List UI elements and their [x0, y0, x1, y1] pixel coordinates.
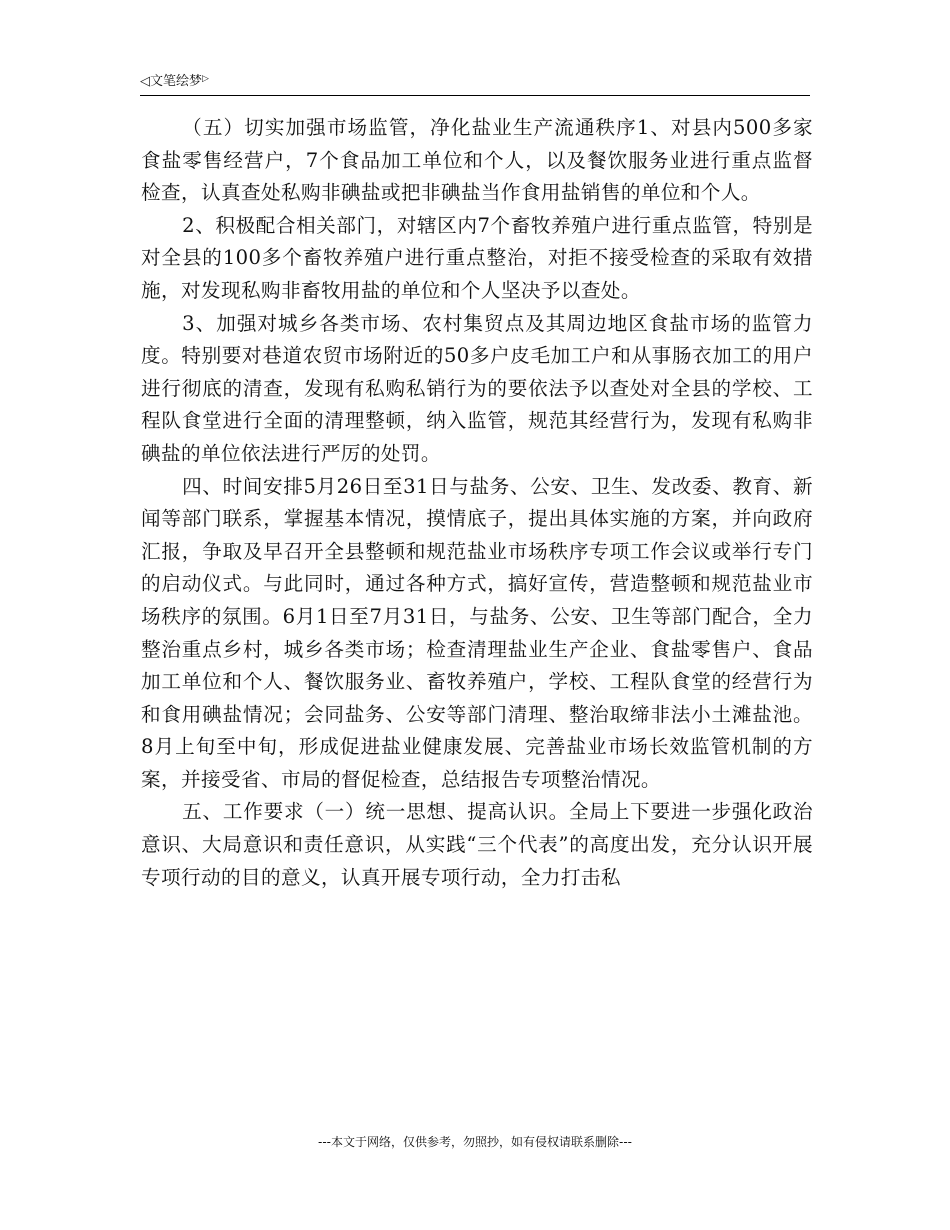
paragraph-market-inspection: 3、加强对城乡各类市场、农村集贸点及其周边地区食盐市场的监管力度。特别要对巷道农贸市场附近的50多户皮毛加工户和从事肠衣加工的用户进行彻底的清查，发现有私购私销行为的要依法予以查处对全县的学校、工程队食堂进行全面的清理整顿，纳入监管，规范其经营行为，发现有私购非碘盐的单位依法进行严厉的处罚。 [141, 311, 813, 465]
header-divider [140, 95, 810, 96]
page-header [140, 74, 810, 96]
document-body [141, 112, 813, 894]
header-title: 文笔绘梦 [150, 74, 203, 89]
paragraph-market-supervision: （五）切实加强市场监管，净化盐业生产流通秩序1、对县内500多家食盐零售经营户，7个食品加工单位和个人，以及餐饮服务业进行重点监督检查，认真查处私购非碘盐或把非碘盐当作食用盐销售的单位和个人。 [141, 116, 813, 205]
left-triangle-icon: ◁ [140, 74, 150, 89]
right-triangle-icon: ▷ [202, 74, 209, 84]
footer-disclaimer: ---本文于网络，仅供参考，勿照抄，如有侵权请联系删除--- [318, 1135, 632, 1149]
paragraph-time-schedule: 四、时间安排5月26日至31日与盐务、公安、卫生、发改委、教育、新闻等部门联系，掌握基本情况，摸情底子，提出具体实施的方案，并向政府汇报，争取及早召开全县整顿和规范盐业市场秩序专项工作会议或举行专门的启动仪式。与此同时，通过各种方式，搞好宣传，营造整顿和规范盐业市场秩序的氛围。6月1日至7月31日，与盐务、公安、卫生等部门配合，全力整治重点乡村，城乡各类市场；检查清理盐业生产企业、食盐零售户、食品加工单位和个人、餐饮服务业、畜牧养殖户，学校、工程队食堂的经营行为和食用碘盐情况；会同盐务、公安等部门清理、整治取缔非法小土滩盐池。8月上旬至中旬，形成促进盐业健康发展、完善盐业市场长效监管机制的方案，并接受省、市局的督促检查，总结报告专项整治情况。 [141, 474, 813, 791]
paragraph-livestock-supervision: 2、积极配合相关部门，对辖区内7个畜牧养殖户进行重点监管，特别是对全县的100多个畜牧养殖户进行重点整治，对拒不接受检查的采取有效措施，对发现私购非畜牧用盐的单位和个人坚决予以查处。 [141, 213, 813, 302]
paragraph-work-requirements: 五、工作要求（一）统一思想、提高认识。全局上下要进一步强化政治意识、大局意识和责任意识，从实践“三个代表”的高度出发，充分认识开展专项行动的目的意义，认真开展专项行动，全力打击私 [141, 800, 813, 889]
